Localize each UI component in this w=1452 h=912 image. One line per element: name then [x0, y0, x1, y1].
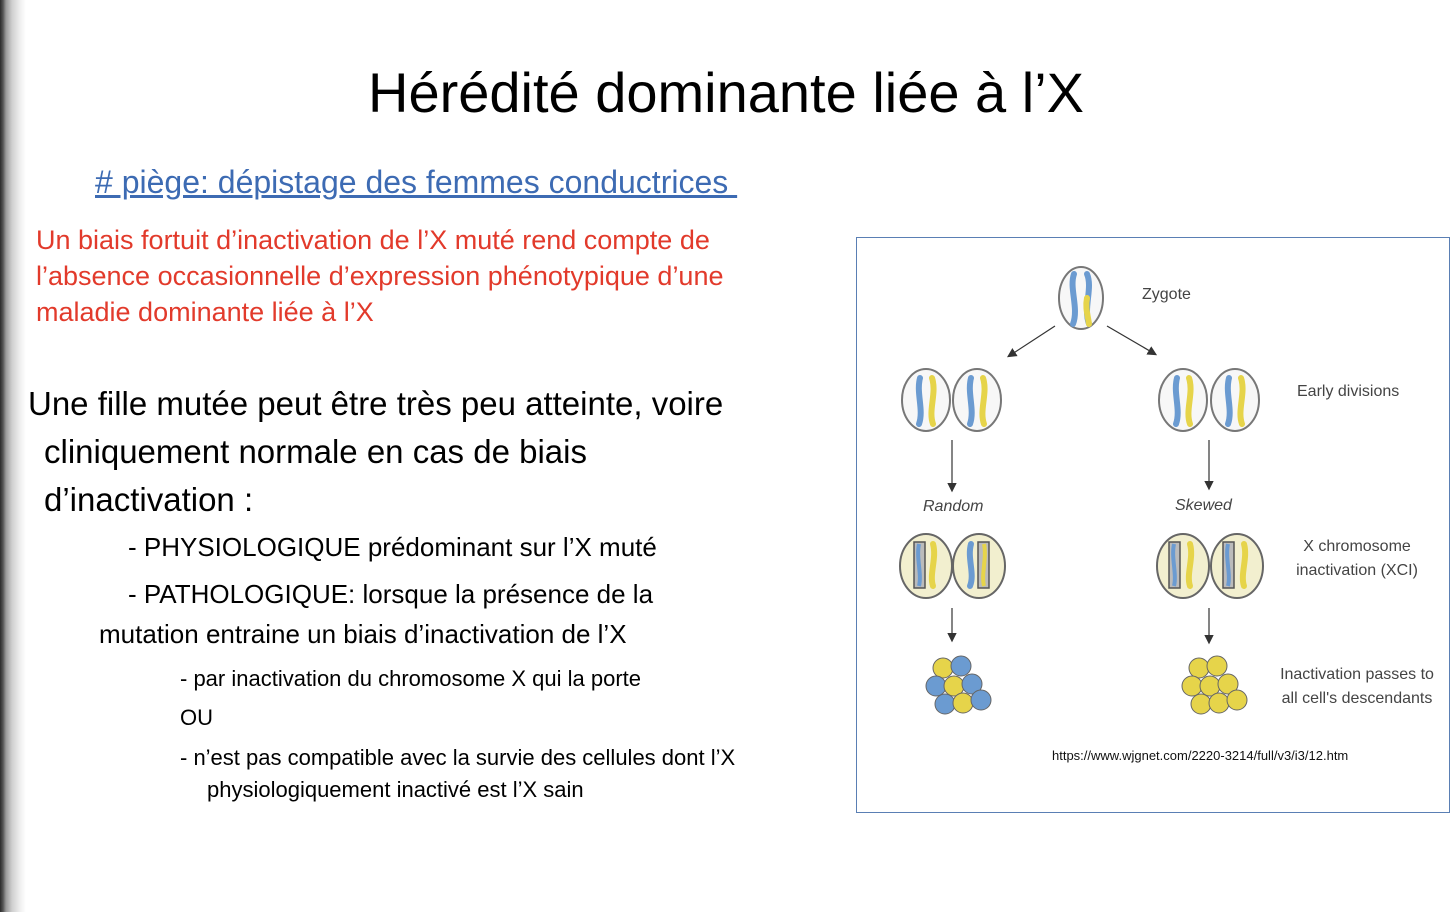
label-zygote: Zygote: [1142, 286, 1191, 303]
early-division-left: [902, 369, 1001, 431]
main-line-3: d’inactivation :: [44, 481, 254, 518]
sub-bullet-1: - par inactivation du chromosome X qui la porte: [180, 666, 642, 691]
random-descendant-cells: [926, 656, 991, 714]
skewed-descendant-cells: [1182, 656, 1247, 714]
label-passes-2: all cell's descendants: [1281, 690, 1433, 707]
xci-random-cells: [900, 534, 1005, 598]
main-statement: [28, 380, 848, 524]
label-random: Random: [923, 498, 984, 515]
red-note-line-3: maladie dominante liée à l’X: [36, 297, 374, 327]
label-skewed: Skewed: [1175, 497, 1232, 514]
label-early-divisions: Early divisions: [1297, 383, 1400, 400]
label-passes-1: Inactivation passes to: [1280, 666, 1434, 683]
sub-bullet-2-cont: physiologiquement inactivé est l’X sain: [207, 777, 584, 802]
left-edge-shadow: [0, 0, 26, 912]
xci-diagram: [857, 238, 1449, 812]
label-xci-2: inactivation (XCI): [1296, 562, 1418, 579]
bullet-physiologique: - PHYSIOLOGIQUE prédominant sur l’X muté: [128, 532, 657, 562]
red-note-line-1: Un biais fortuit d’inactivation de l’X muté rend compte de: [36, 225, 710, 255]
slide-title: Hérédité dominante liée à l’X: [368, 61, 1084, 124]
red-note-line-2: l’absence occasionnelle d’expression phénotypique d’une: [36, 261, 724, 291]
early-division-right: [1159, 369, 1259, 431]
zygote-cell: [1059, 267, 1103, 329]
xci-figure: [856, 237, 1450, 813]
label-xci-1: X chromosome: [1303, 538, 1411, 555]
red-note: [36, 222, 836, 330]
main-line-2: cliniquement normale en cas de biais: [44, 433, 587, 470]
sub-or: OU: [180, 705, 213, 730]
figure-source-url[interactable]: https://www.wjgnet.com/2220-3214/full/v3/i3/12.htm: [1052, 748, 1349, 763]
bullet-pathologique: - PATHOLOGIQUE: lorsque la présence de la: [128, 579, 654, 609]
sub-bullet-2: - n’est pas compatible avec la survie des cellules dont l’X: [180, 745, 736, 770]
bullet-pathologique-cont: mutation entraine un biais d’inactivation de l’X: [99, 619, 627, 649]
xci-skewed-cells: [1157, 534, 1263, 598]
slide-subtitle-link[interactable]: # piège: dépistage des femmes conductrices: [95, 164, 738, 200]
main-line-1: Une fille mutée peut être très peu atteinte, voire: [28, 385, 724, 422]
